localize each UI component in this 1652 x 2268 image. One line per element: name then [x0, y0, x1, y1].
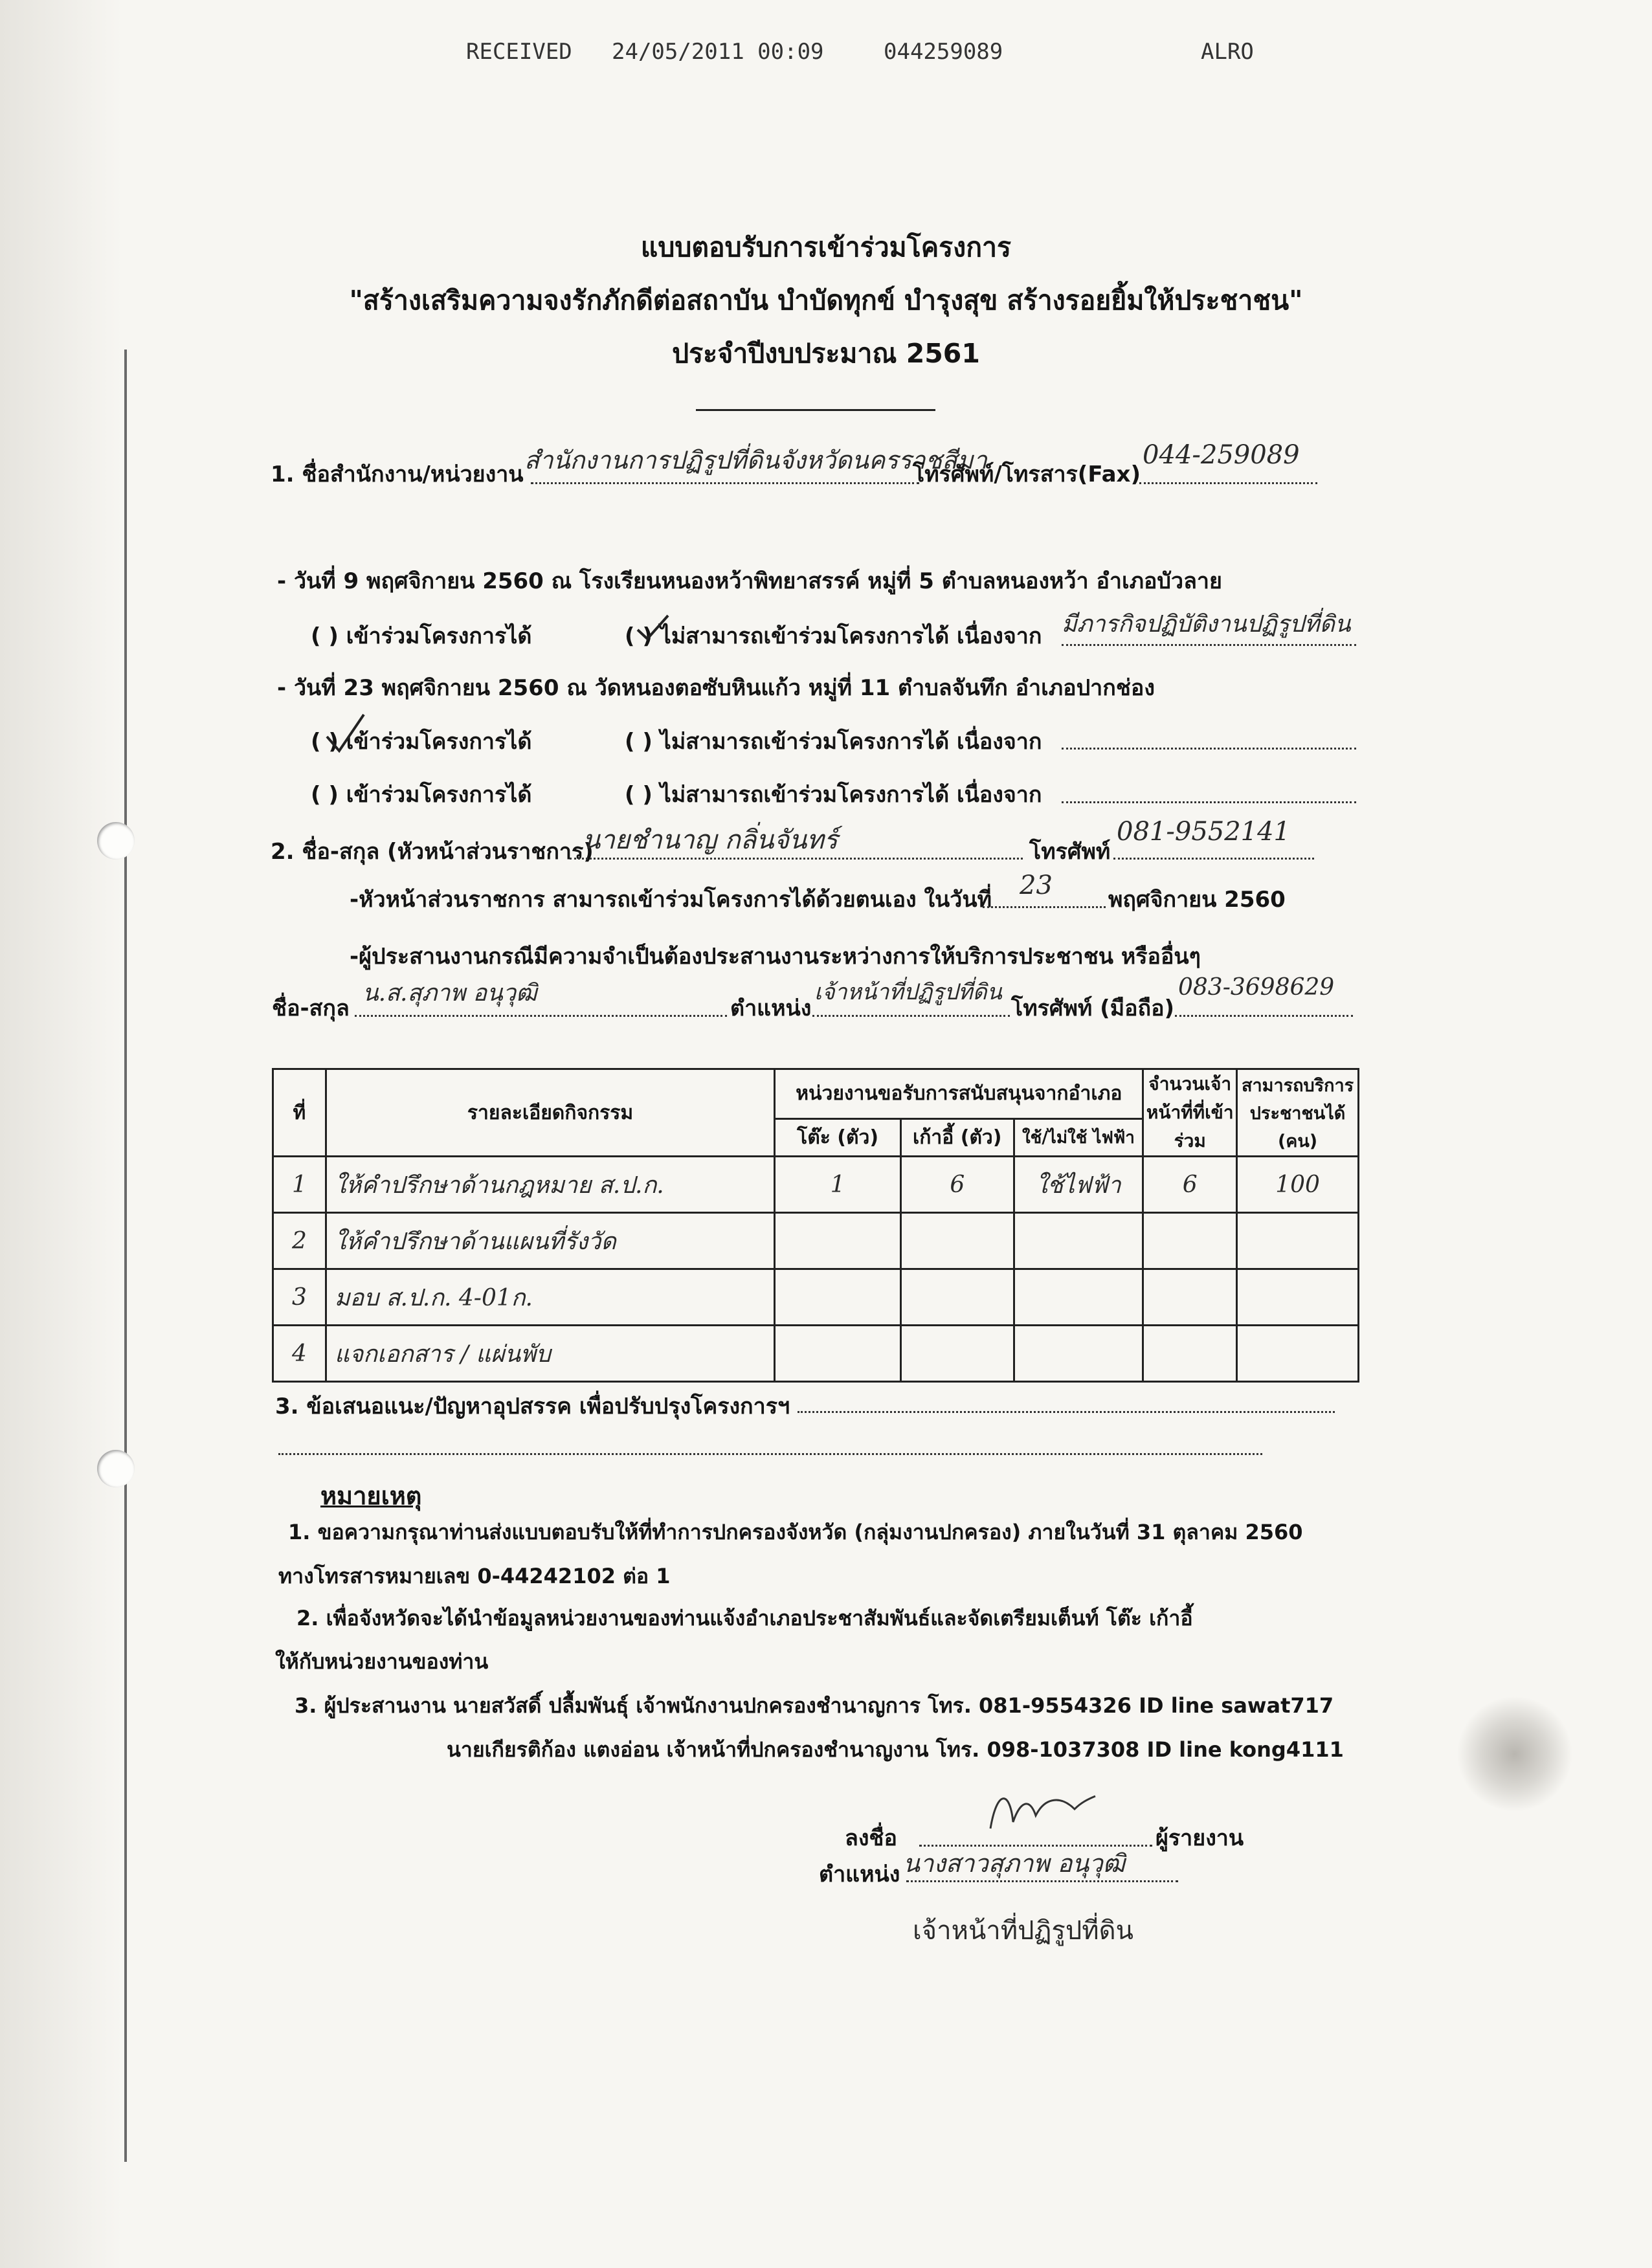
event-1-nojoin-checkbox[interactable]: ( ) ไม่สามารถเข้าร่วมโครงการได้ เนื่องจาก: [625, 623, 1042, 649]
col-support-header: หน่วยงานขอรับการสนับสนุนจากอำเภอ: [775, 1069, 1143, 1119]
fax-sender: ALRO: [1201, 39, 1254, 65]
col-served-header: สามารถบริการประชาชนได้ (คน): [1237, 1069, 1359, 1157]
reporter-label: ผู้รายงาน: [1155, 1825, 1244, 1851]
signer-position: เจ้าหน้าที่ปฏิรูปที่ดิน: [913, 1916, 1133, 1946]
phone-fax-line: [1139, 482, 1317, 484]
row-served: [1237, 1269, 1359, 1326]
punch-hole: [97, 1450, 135, 1487]
row-detail: มอบ ส.ป.ก. 4-01ก.: [326, 1269, 774, 1326]
event-1-join-checkbox[interactable]: ( ) เข้าร่วมโครงการได้: [311, 623, 532, 649]
coordinator-note: -ผู้ประสานงานกรณีมีความจำเป็นต้องประสานงานระหว่างการให้บริการประชาชน หรืออื่นๆ: [350, 944, 1201, 970]
ink-smudge: [1457, 1696, 1573, 1812]
row-staff: [1143, 1326, 1237, 1382]
head-phone-label: โทรศัพท์: [1029, 839, 1111, 865]
event-3-nojoin-checkbox[interactable]: ( ) ไม่สามารถเข้าร่วมโครงการได้ เนื่องจาก: [625, 782, 1042, 808]
signature-mark: [984, 1777, 1100, 1848]
note-2b: ให้กับหน่วยงานของท่าน: [275, 1649, 489, 1674]
row-tables: [775, 1326, 901, 1382]
head-attend-day: 23: [1020, 871, 1053, 900]
row-detail: แจกเอกสาร / แผ่นพับ: [326, 1326, 774, 1382]
event-1-reason: มีภารกิจปฏิบัติงานปฏิรูปที่ดิน: [1062, 611, 1351, 638]
coordinator-name-value: น.ส.สุภาพ อนุวุฒิ: [363, 980, 537, 1006]
check-mark-icon: [324, 712, 369, 757]
fiscal-year: ประจำปีงบประมาณ 2561: [672, 338, 980, 369]
agency-label: 1. ชื่อสำนักงาน/หน่วยงาน: [271, 461, 524, 487]
event-1-reason-line: [1062, 644, 1356, 646]
note-3a: 3. ผู้ประสานงาน นายสวัสดิ์ ปลื้มพันธุ์ เจ้าพนักงานปกครองชำนาญการ โทร. 081-9554326 ID line sawat717: [295, 1693, 1334, 1718]
fax-number: 044259089: [884, 39, 1003, 65]
col-no-header: ที่: [273, 1069, 326, 1157]
row-staff: 6: [1143, 1157, 1237, 1213]
table-row: [273, 1157, 1359, 1213]
col-chairs-header: เก้าอี้ (ตัว): [900, 1118, 1014, 1156]
event-2-nojoin-checkbox[interactable]: ( ) ไม่สามารถเข้าร่วมโครงการได้ เนื่องจาก: [625, 729, 1042, 755]
row-tables: [775, 1213, 901, 1269]
event-2-join-checkbox[interactable]: ( ) เข้าร่วมโครงการได้: [311, 729, 532, 755]
phone-fax-label: โทรศัพท์/โทรสาร(Fax): [913, 461, 1141, 487]
head-phone-line: [1113, 858, 1314, 860]
row-power: [1014, 1213, 1143, 1269]
row-chairs: 6: [900, 1157, 1014, 1213]
form-title: แบบตอบรับการเข้าร่วมโครงการ: [640, 232, 1012, 263]
col-power-header: ใช้/ไม่ใช้ ไฟฟ้า: [1014, 1118, 1143, 1156]
event-3-join-checkbox[interactable]: ( ) เข้าร่วมโครงการได้: [311, 782, 532, 808]
row-served: [1237, 1213, 1359, 1269]
row-power: ใช้ไฟฟ้า: [1014, 1157, 1143, 1213]
col-staff-header: จำนวนเจ้าหน้าที่ที่เข้าร่วม: [1143, 1069, 1237, 1157]
agency-value: สำนักงานการปฏิรูปที่ดินจังหวัดนครราชสีมา: [524, 446, 987, 474]
coordinator-phone-value: 083-3698629: [1178, 974, 1335, 1001]
coordinator-position-label: ตำแหน่ง: [730, 995, 812, 1021]
phone-fax-value: 044-259089: [1143, 440, 1300, 470]
suggestion-label: 3. ข้อเสนอแนะ/ปัญหาอุปสรรค เพื่อปรับปรุงโครงการฯ: [275, 1394, 790, 1419]
table-row: [273, 1269, 1359, 1326]
suggestion-line-2: [278, 1453, 1262, 1455]
coordinator-phone-line: [1175, 1015, 1353, 1017]
head-name-value: นายชำนาญ กลิ่นจันทร์: [583, 825, 838, 855]
title-divider: [696, 409, 935, 411]
coordinator-name-line: [355, 1015, 727, 1017]
row-no: 1: [273, 1157, 326, 1213]
event-2-text: - วันที่ 23 พฤศจิกายน 2560 ณ วัดหนองตอซับหินแก้ว หมู่ที่ 11 ตำบลจันทึก อำเภอปากช่อง: [277, 675, 1155, 701]
table-row: [273, 1326, 1359, 1382]
row-served: 100: [1237, 1157, 1359, 1213]
suggestion-line-1: [798, 1411, 1335, 1413]
project-name: "สร้างเสริมความจงรักภักดีต่อสถาบัน บำบัดทุกข์ บำรุงสุข สร้างรอยยิ้มให้ประชาชน": [349, 285, 1303, 316]
row-tables: 1: [775, 1157, 901, 1213]
row-staff: [1143, 1213, 1237, 1269]
event-1-text: - วันที่ 9 พฤศจิกายน 2560 ณ โรงเรียนหนองหว้าพิทยาสรรค์ หมู่ที่ 5 ตำบลหนองหว้า อำเภอบัวลาย: [277, 568, 1222, 594]
binding-line: [124, 350, 127, 2162]
agency-line: [531, 482, 919, 484]
activity-table: [272, 1068, 1359, 1383]
head-attend-month: พฤศจิกายน 2560: [1108, 887, 1286, 913]
row-detail: ให้คำปรึกษาด้านกฎหมาย ส.ป.ก.: [326, 1157, 774, 1213]
head-phone-value: 081-9552141: [1117, 817, 1291, 847]
event-3-reason-line: [1062, 801, 1356, 803]
row-power: [1014, 1269, 1143, 1326]
row-power: [1014, 1326, 1143, 1382]
coordinator-position-value: เจ้าหน้าที่ปฏิรูปที่ดิน: [814, 979, 1002, 1005]
table-row: [273, 1213, 1359, 1269]
col-detail-header: รายละเอียดกิจกรรม: [326, 1069, 774, 1157]
event-2-reason-line: [1062, 748, 1356, 750]
fax-header: [466, 39, 1652, 194]
col-tables-header: โต๊ะ (ตัว): [775, 1118, 901, 1156]
row-staff: [1143, 1269, 1237, 1326]
row-detail: ให้คำปรึกษาด้านแผนที่รังวัด: [326, 1213, 774, 1269]
sign-label: ลงชื่อ: [845, 1825, 897, 1851]
row-no: 3: [273, 1269, 326, 1326]
coordinator-position-line: [812, 1015, 1010, 1017]
fax-received: RECEIVED: [466, 39, 572, 65]
check-mark-icon: [634, 612, 673, 644]
notes-heading: หมายเหตุ: [320, 1482, 422, 1510]
row-no: 2: [273, 1213, 326, 1269]
fax-datetime: 24/05/2011 00:09: [612, 39, 824, 65]
head-attend-day-line: [983, 906, 1106, 908]
coordinator-name-label: ชื่อ-สกุล: [272, 995, 350, 1021]
row-no: 4: [273, 1326, 326, 1382]
signer-name: นางสาวสุภาพ อนุวุฒิ: [903, 1849, 1125, 1878]
note-1b: ทางโทรสารหมายเลข 0-44242102 ต่อ 1: [278, 1564, 671, 1588]
punch-hole: [97, 822, 135, 860]
row-served: [1237, 1326, 1359, 1382]
row-chairs: [900, 1269, 1014, 1326]
note-3b: นายเกียรติก้อง แตงอ่อน เจ้าหน้าที่ปกครองชำนาญงาน โทร. 098-1037308 ID line kong4111: [447, 1737, 1344, 1762]
head-name-label: 2. ชื่อ-สกุล (หัวหน้าส่วนราชการ): [271, 839, 594, 865]
head-attend-text: -หัวหน้าส่วนราชการ สามารถเข้าร่วมโครงการได้ด้วยตนเอง ในวันที่: [350, 887, 992, 913]
row-chairs: [900, 1213, 1014, 1269]
note-2a: 2. เพื่อจังหวัดจะได้นำข้อมูลหน่วยงานของท่านแจ้งอำเภอประชาสัมพันธ์และจัดเตรียมเต็นท์ โต๊ะ เก้าอี้: [296, 1606, 1193, 1630]
note-1a: 1. ขอความกรุณาท่านส่งแบบตอบรับให้ที่ทำการปกครองจังหวัด (กลุ่มงานปกครอง) ภายในวันที่ 31 ตุลาคม 2560: [288, 1520, 1303, 1544]
coordinator-phone-label: โทรศัพท์ (มือถือ): [1011, 995, 1175, 1021]
row-chairs: [900, 1326, 1014, 1382]
position-label: ตำแหน่ง: [819, 1862, 900, 1887]
row-tables: [775, 1269, 901, 1326]
